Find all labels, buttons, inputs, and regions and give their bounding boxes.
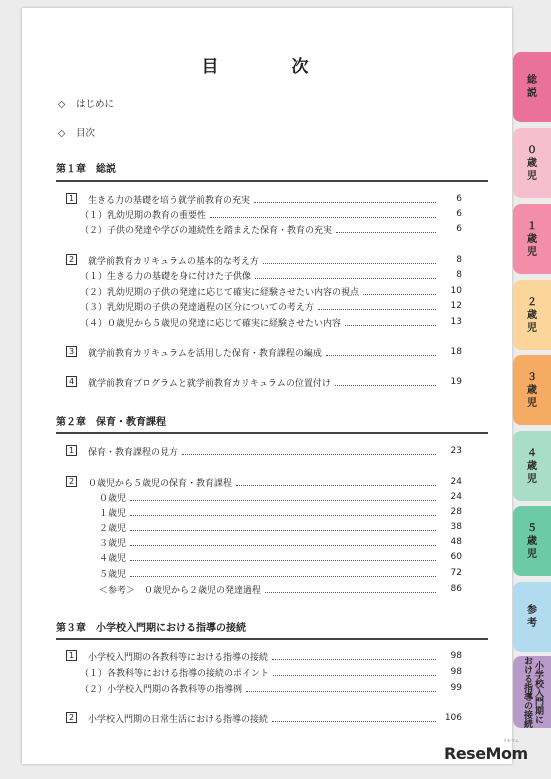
tab-label: 児: [527, 170, 537, 182]
chapter-2-rule: [56, 432, 488, 434]
tab-label: 児: [527, 548, 537, 560]
chapter-3-rule: [56, 638, 488, 640]
tab-age-3[interactable]: [513, 355, 551, 425]
tab-label: 児: [527, 397, 537, 409]
toc-entry[interactable]: ５歳児 72: [99, 568, 462, 580]
tab-age-4[interactable]: [513, 431, 551, 501]
diamond-icon: ◇: [58, 99, 66, 110]
tab-label: 参: [527, 605, 537, 616]
tab-label: おける指導の接続: [522, 656, 532, 728]
diamond-icon: ◇: [58, 128, 66, 139]
toc-entry[interactable]: ０歳児から５歳児の保育・教育課程 24: [88, 477, 462, 489]
toc-entry[interactable]: （１）乳幼児期の教育の重要性 6: [80, 209, 462, 221]
tab-label: ２: [527, 296, 537, 308]
tab-label: 歳: [527, 157, 537, 169]
toc-item-contents[interactable]: ◇ 目次: [58, 128, 96, 139]
toc-entry[interactable]: 就学前教育カリキュラムを活用した保育・教育課程の編成 18: [88, 347, 462, 359]
toc-entry[interactable]: （２）子供の発達や学びの連続性を踏まえた保育・教育の充実 6: [80, 224, 462, 236]
toc-entry[interactable]: 就学前教育カリキュラムの基本的な考え方 8: [88, 255, 462, 267]
tab-label: 歳: [527, 309, 537, 321]
tab-label: 歳: [527, 384, 537, 396]
tab-label: 小学校入門期に: [533, 660, 543, 724]
tab-overview[interactable]: [513, 52, 551, 122]
tab-age-5[interactable]: [513, 506, 551, 576]
chapter-2-heading: 第２章 保育・教育課程: [56, 417, 166, 428]
toc-entry[interactable]: （２）乳幼児期の子供の発達に応じて確実に経験させたい内容の視点 10: [80, 286, 462, 298]
section-number: 2: [66, 712, 77, 723]
chapter-1-rule: [56, 180, 488, 182]
tab-label: １: [527, 220, 537, 232]
tab-label: ３: [527, 371, 537, 383]
tab-age-2[interactable]: [513, 280, 551, 350]
toc-entry[interactable]: （４）０歳児から５歳児の発達に応じて確実に経験させたい内容 13: [80, 317, 462, 329]
section-number: 1: [66, 193, 77, 204]
tab-school-transition[interactable]: [513, 656, 551, 728]
tab-label: ０: [527, 144, 537, 156]
section-number: 2: [66, 476, 77, 487]
toc-item-intro[interactable]: ◇ はじめに: [58, 99, 115, 110]
chapter-1-heading: 第１章 総説: [56, 164, 116, 175]
tab-label: 歳: [527, 233, 537, 245]
toc-entry[interactable]: 就学前教育プログラムと就学前教育カリキュラムの位置付け 19: [88, 377, 462, 389]
toc-entry[interactable]: 保育・教育課程の見方 23: [88, 446, 462, 458]
section-number: 4: [66, 376, 77, 387]
toc-entry[interactable]: 生きる力の基礎を培う就学前教育の充実 6: [88, 194, 462, 206]
toc-entry[interactable]: （１）生きる力の基礎を身に付けた子供像 8: [80, 270, 462, 282]
toc-entry[interactable]: 小学校入門期の日常生活における指導の接続 106: [88, 713, 462, 725]
tab-label: ５: [527, 522, 537, 534]
section-number: 1: [66, 650, 77, 661]
tab-label: 総: [527, 75, 537, 86]
toc-entry[interactable]: ３歳児 48: [99, 537, 462, 549]
resemom-logo-sub: リセマム: [503, 738, 519, 743]
toc-entry[interactable]: （３）乳幼児期の子供の発達過程の区分についての考え方 12: [80, 301, 462, 313]
resemom-logo: ReseMom: [444, 744, 528, 763]
toc-entry[interactable]: ２歳児 38: [99, 522, 462, 534]
toc-entry[interactable]: １歳児 28: [99, 507, 462, 519]
tab-age-0[interactable]: [513, 128, 551, 198]
section-number: 3: [66, 346, 77, 357]
tab-reference[interactable]: [513, 582, 551, 652]
toc-entry[interactable]: ０歳児 24: [99, 492, 462, 504]
tab-label: ４: [527, 447, 537, 459]
tab-label: 説: [527, 88, 537, 99]
section-number: 2: [66, 254, 77, 265]
tab-label: 考: [527, 618, 537, 629]
tab-label: 歳: [527, 460, 537, 472]
tab-label: 児: [527, 246, 537, 258]
toc-entry[interactable]: （２）小学校入門期の各教科等の指導例 99: [80, 683, 462, 695]
tab-label: 児: [527, 322, 537, 334]
tab-age-1[interactable]: [513, 204, 551, 274]
toc-entry[interactable]: 小学校入門期の各教科等における指導の接続 98: [88, 651, 462, 663]
toc-entry[interactable]: ＜参考＞ ０歳児から２歳児の発達過程 86: [99, 584, 462, 596]
section-number: 1: [66, 445, 77, 456]
page-title: 目 次: [201, 57, 337, 77]
toc-entry[interactable]: （１）各教科等における指導の接続のポイント 98: [80, 667, 462, 679]
chapter-3-heading: 第３章 小学校入門期における指導の接続: [56, 623, 246, 634]
toc-entry[interactable]: ４歳児 60: [99, 552, 462, 564]
tab-label: 児: [527, 473, 537, 485]
tab-label: 歳: [527, 535, 537, 547]
